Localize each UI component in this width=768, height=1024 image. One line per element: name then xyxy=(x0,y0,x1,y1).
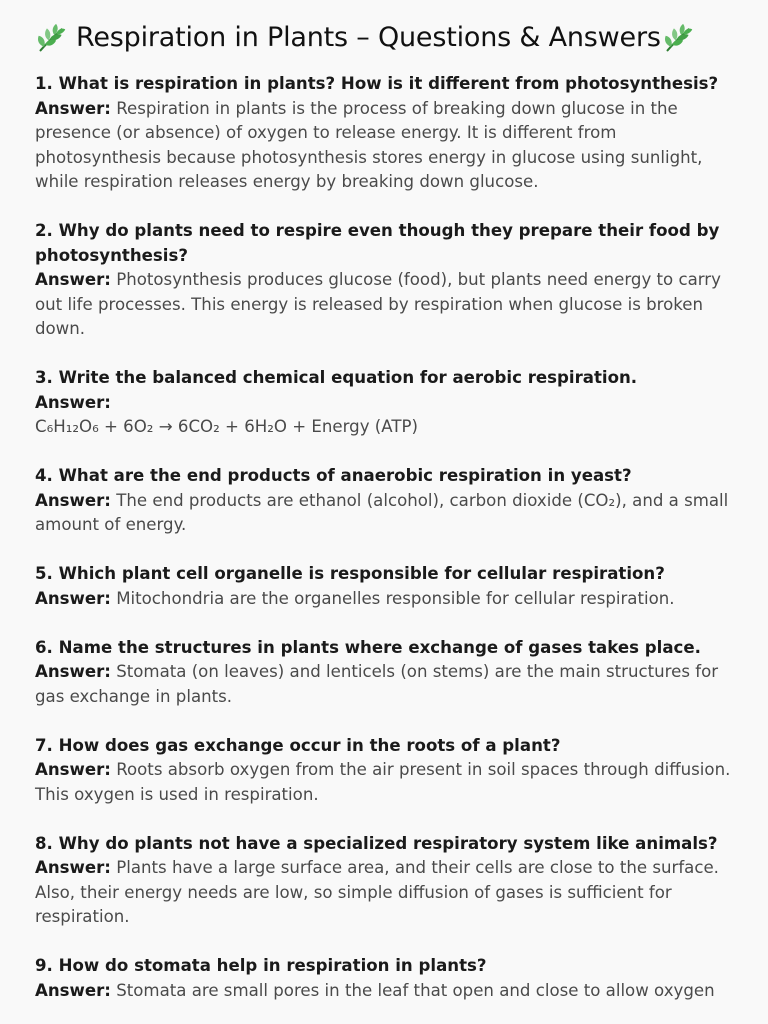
answer-text: Stomata (on leaves) and lenticels (on stems) are the main structures for gas exchange in plants. xyxy=(35,662,719,706)
answer-text: Stomata are small pores in the leaf that open and close to allow oxygen xyxy=(116,980,715,1000)
answer-text: The end products are ethanol (alcohol), carbon dioxide (CO₂), and a small amount of energy. xyxy=(35,490,729,534)
answer-label: Answer: xyxy=(35,98,111,118)
qa-item xyxy=(35,562,744,611)
qa-item xyxy=(35,464,744,538)
answer-text: Respiration in plants is the process of breaking down glucose in the presence (or absence) of oxygen to release energy. It is different from photosynthesis because photosynthesis stores energy in glucose using sunlight, while respiration releases energy by breaking down glucose. xyxy=(35,98,703,191)
qa-item xyxy=(35,72,744,195)
answer-label: Answer: xyxy=(35,392,111,412)
answer-label: Answer: xyxy=(35,980,111,1000)
answer-text: Plants have a large surface area, and their cells are close to the surface. Also, their energy needs are low, so simple diffusion of gases is sufficient for respiration. xyxy=(35,858,719,926)
answer-block xyxy=(35,856,744,930)
answer-block xyxy=(35,391,744,416)
question-text: 8. Why do plants not have a specialized respiratory system like animals? xyxy=(35,833,718,853)
qa-item xyxy=(35,734,744,808)
question-text: 4. What are the end products of anaerobic respiration in yeast? xyxy=(35,466,632,485)
answer-block xyxy=(35,268,744,342)
question-text: 1. What is respiration in plants? How is it different from photosynthesis? xyxy=(35,74,719,93)
answer-label: Answer: xyxy=(35,662,111,681)
question-text: 6. Name the structures in plants where exchange of gases takes place. xyxy=(35,637,701,657)
qa-item xyxy=(35,366,744,440)
answer-block xyxy=(35,660,744,709)
answer-block xyxy=(35,97,744,195)
qa-item xyxy=(35,219,744,342)
answer-text: Mitochondria are the organelles responsible for cellular respiration. xyxy=(116,588,675,608)
chemical-equation: C₆H₁₂O₆ + 6O₂ → 6CO₂ + 6H₂O + Energy (ATP) xyxy=(35,417,418,436)
answer-label: Answer: xyxy=(35,270,111,289)
answer-text: Photosynthesis produces glucose (food), but plants need energy to carry out life processes. This energy is released by respiration when glucose is broken down. xyxy=(35,270,721,338)
qa-item xyxy=(35,832,744,930)
answer-text: Roots absorb oxygen from the air present in soil spaces through diffusion. This oxygen is used in respiration. xyxy=(35,760,731,804)
page-title xyxy=(35,19,744,57)
qa-item xyxy=(35,954,744,1003)
answer-block xyxy=(35,587,744,612)
qa-item xyxy=(35,636,744,710)
answer-label: Answer: xyxy=(35,490,111,510)
question-text: 5. Which plant cell organelle is responsible for cellular respiration? xyxy=(35,564,665,583)
page-title-text: Respiration in Plants – Questions & Answers xyxy=(76,22,661,53)
question-text: 3. Write the balanced chemical equation for aerobic respiration. xyxy=(35,368,638,387)
herb-leaf-icon xyxy=(35,22,68,55)
answer-block xyxy=(35,758,744,807)
question-text: 2. Why do plants need to respire even though they prepare their food by photosynthesis? xyxy=(35,221,720,265)
answer-label: Answer: xyxy=(35,588,111,608)
answer-block xyxy=(35,489,744,538)
question-text: 7. How does gas exchange occur in the roots of a plant? xyxy=(35,735,561,755)
answer-label: Answer: xyxy=(35,858,111,877)
answer-label: Answer: xyxy=(35,760,111,779)
question-text: 9. How do stomata help in respiration in plants? xyxy=(35,956,487,975)
herb-leaf-icon xyxy=(662,22,695,55)
answer-block xyxy=(35,979,744,1004)
